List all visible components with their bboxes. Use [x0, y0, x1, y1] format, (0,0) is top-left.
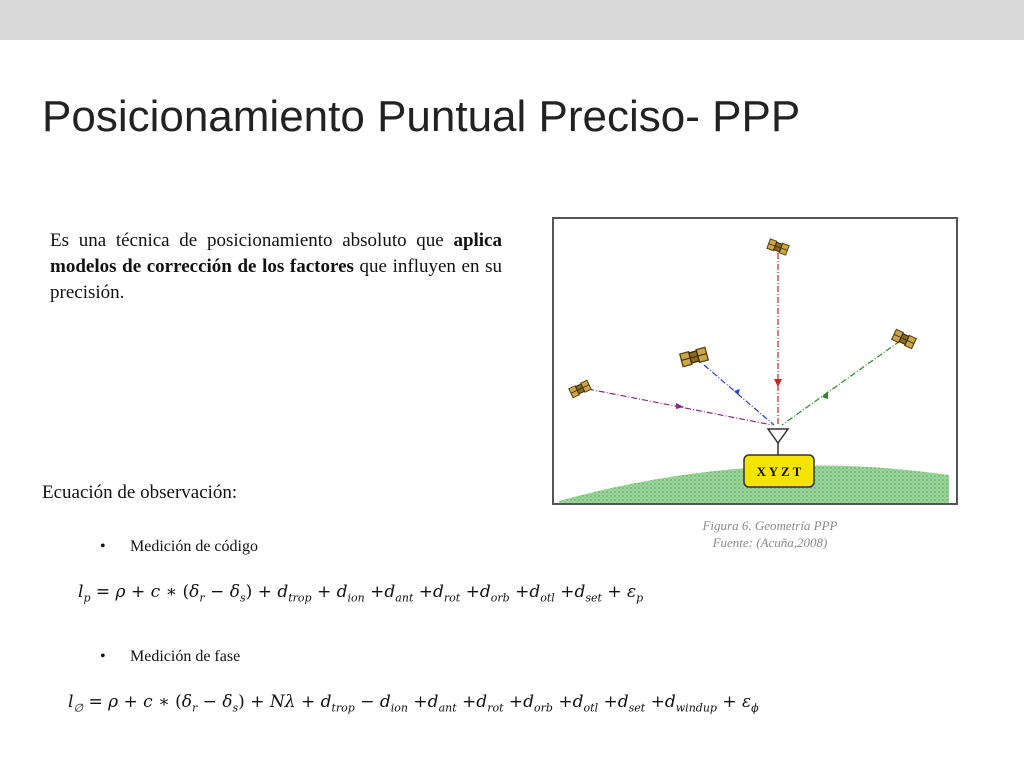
intro-text-bold: aplica modelos de corrección de los factores [50, 230, 502, 277]
slide-title: Posicionamiento Puntual Preciso- PPP [42, 92, 801, 141]
ray-red-arrow [774, 379, 782, 387]
bullet-phase-measurement [100, 648, 240, 666]
code-equation: $l_p = \rho + c$ ∗ $(\delta_r - \delta_s) + d_{trop} + d_{ion} +d_{ant} +d_{rot} +d_{orb} +d_{otl} +d_{set} + \varepsilon_p$ [78, 582, 644, 605]
ray-green-arrow [822, 391, 828, 399]
bullet-marker: • [100, 648, 106, 665]
code-measurement-label: Medición de código [130, 538, 258, 555]
top-bar [0, 0, 1024, 40]
satellite-far-left-icon [569, 380, 591, 398]
intro-paragraph [50, 228, 502, 306]
ppp-geometry-diagram [554, 219, 956, 503]
satellite-left-icon [680, 347, 708, 366]
bullet-code-measurement [100, 538, 258, 556]
caption-line-1: Figura 6. Geometría PPP [702, 518, 838, 533]
antenna-icon [768, 429, 788, 443]
satellite-top-icon [767, 239, 789, 255]
intro-text-end: que influyen en su precisión. [50, 256, 503, 303]
intro-text-start: Es una técnica de posicionamiento absoluto que [50, 230, 454, 251]
bullet-marker: • [100, 538, 106, 555]
ppp-geometry-figure [552, 217, 958, 505]
ray-blue [704, 365, 774, 425]
phase-measurement-label: Medición de fase [130, 648, 241, 665]
phase-equation: $l_\emptyset = \rho + c$ ∗ $(\delta_r - \delta_s) + N\lambda + d_{trop} - d_{ion} +d_{ant} +d_{rot} +d_{orb} +d_{otl} +d_{set} +d_{windup} + \varepsilon_\phi$ [68, 692, 759, 715]
caption-line-2: Fuente: (Acuña,2008) [712, 535, 828, 550]
figure-caption [650, 517, 890, 551]
observation-heading: Ecuación de observación: [42, 482, 238, 503]
satellite-right-icon [892, 329, 917, 348]
ray-green [782, 341, 900, 425]
receiver-label: X Y Z T [756, 464, 802, 479]
